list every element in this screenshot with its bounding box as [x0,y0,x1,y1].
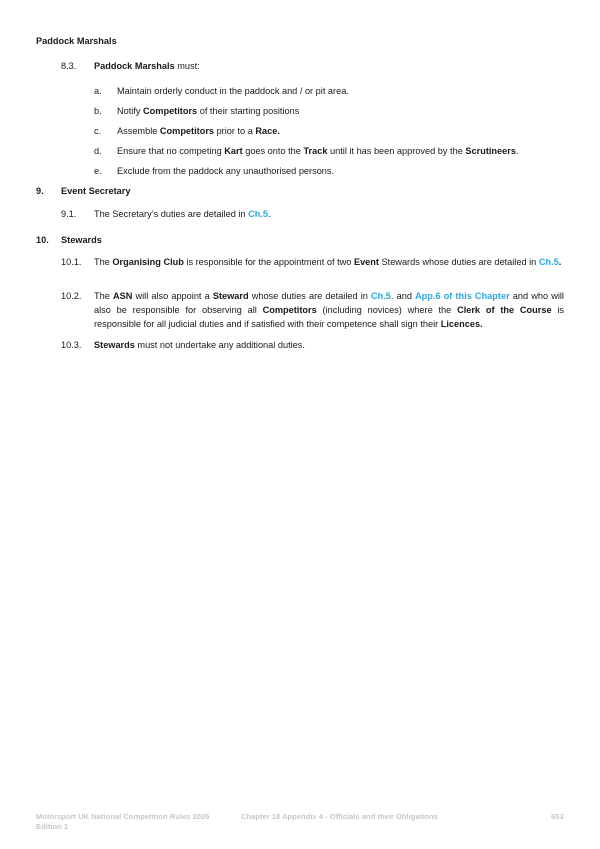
defined-term: . [558,257,562,267]
text-run: will also appoint a [132,291,213,301]
clause-10-2-number: 10.2. [61,291,82,301]
text-run: Assemble [117,126,160,136]
text-run: must not undertake any additional duties. [134,340,305,350]
clause-number-8-3: 8.3. [61,61,77,71]
list-item-8-3-2-text [117,124,564,138]
chapter-link[interactable]: App.6 of this Chapter [415,291,510,301]
text-run: Notify [117,106,144,116]
clause-8-3-intro-bold: Paddock Marshals [94,61,175,71]
clause-10-1-text [94,255,564,269]
text-run: until it has been approved by the [327,146,466,156]
clause-10-3-number: 10.3. [61,340,82,350]
text-run: is responsible for the appointment of two [183,257,354,267]
defined-term: Clerk of the Course [457,305,552,315]
text-run: The [94,257,113,267]
text-run: of their starting positions [197,106,300,116]
clause-8-3-intro [94,59,200,73]
clause-8-3-intro-rest: must: [174,61,200,71]
text-run: prior to a [214,126,256,136]
footer-edition: Edition 1 [36,822,69,831]
text-run: . and [390,291,416,301]
defined-term: Competitors [143,106,198,116]
list-item-8-3-1-number: b. [94,106,102,116]
footer-chapter: Chapter 18 Appendix 4 - Officials and their Obligations [241,812,438,821]
section-number-10: 10. [36,235,49,245]
text-run: Exclude from the paddock any unauthorised persons. [117,166,335,176]
text-run: The Secretary’s duties are detailed in [94,209,249,219]
clause-10-1-number: 10.1. [61,257,82,267]
clause-9-1-text [94,207,564,221]
defined-term: Event [353,257,379,267]
text-run: whose duties are detailed in [248,291,371,301]
section-title-event-secretary: Event Secretary [61,186,131,196]
list-item-8-3-1-text [117,104,564,118]
defined-term: Steward [212,291,249,301]
footer-page-number: 653 [551,812,564,821]
list-item-8-3-4-number: e. [94,166,102,176]
defined-term: Kart [224,146,243,156]
text-run: and who will also be responsible for observing all [94,291,564,315]
footer-publication: Motorsport UK National Competition Rules 2026 [36,812,210,821]
text-run: . [515,146,519,156]
text-run: is responsible for all judicial duties and if satisfied with their competence shall sign their [94,305,564,329]
list-item-8-3-3-number: d. [94,146,102,156]
text-run: goes onto the [242,146,304,156]
defined-term: Competitors [159,126,215,136]
text-run: (including novices) where the [316,305,458,315]
clause-10-3-text [94,338,564,352]
section-title: Paddock Marshals [36,36,117,46]
defined-term: Stewards [94,340,135,350]
chapter-link[interactable]: Ch.5 [371,291,391,301]
chapter-link[interactable]: Ch.5 [248,209,268,219]
defined-term: Scrutineers [465,146,516,156]
list-item-8-3-0-text [117,84,564,98]
list-item-8-3-2-number: c. [94,126,102,136]
section-number-9: 9. [36,186,44,196]
clause-10-2-text [94,289,564,331]
defined-term: Licences. [440,319,483,329]
defined-term: Competitors [262,305,317,315]
list-item-8-3-3-text [117,144,564,158]
clause-9-1-number: 9.1. [61,209,77,219]
text-run: Maintain orderly conduct in the paddock and / or pit area. [117,86,349,96]
defined-term: Race. [255,126,280,136]
text-run: Stewards whose duties are detailed in [378,257,539,267]
section-title-stewards: Stewards [61,235,102,245]
text-run: The [94,291,113,301]
chapter-link[interactable]: Ch.5 [538,257,559,267]
text-run: Ensure that no competing [117,146,225,156]
text-run: . [267,209,271,219]
list-item-8-3-0-number: a. [94,86,102,96]
defined-term: Track [303,146,328,156]
list-item-8-3-4-text [117,164,564,178]
defined-term: ASN [112,291,133,301]
defined-term: Organising Club [112,257,184,267]
